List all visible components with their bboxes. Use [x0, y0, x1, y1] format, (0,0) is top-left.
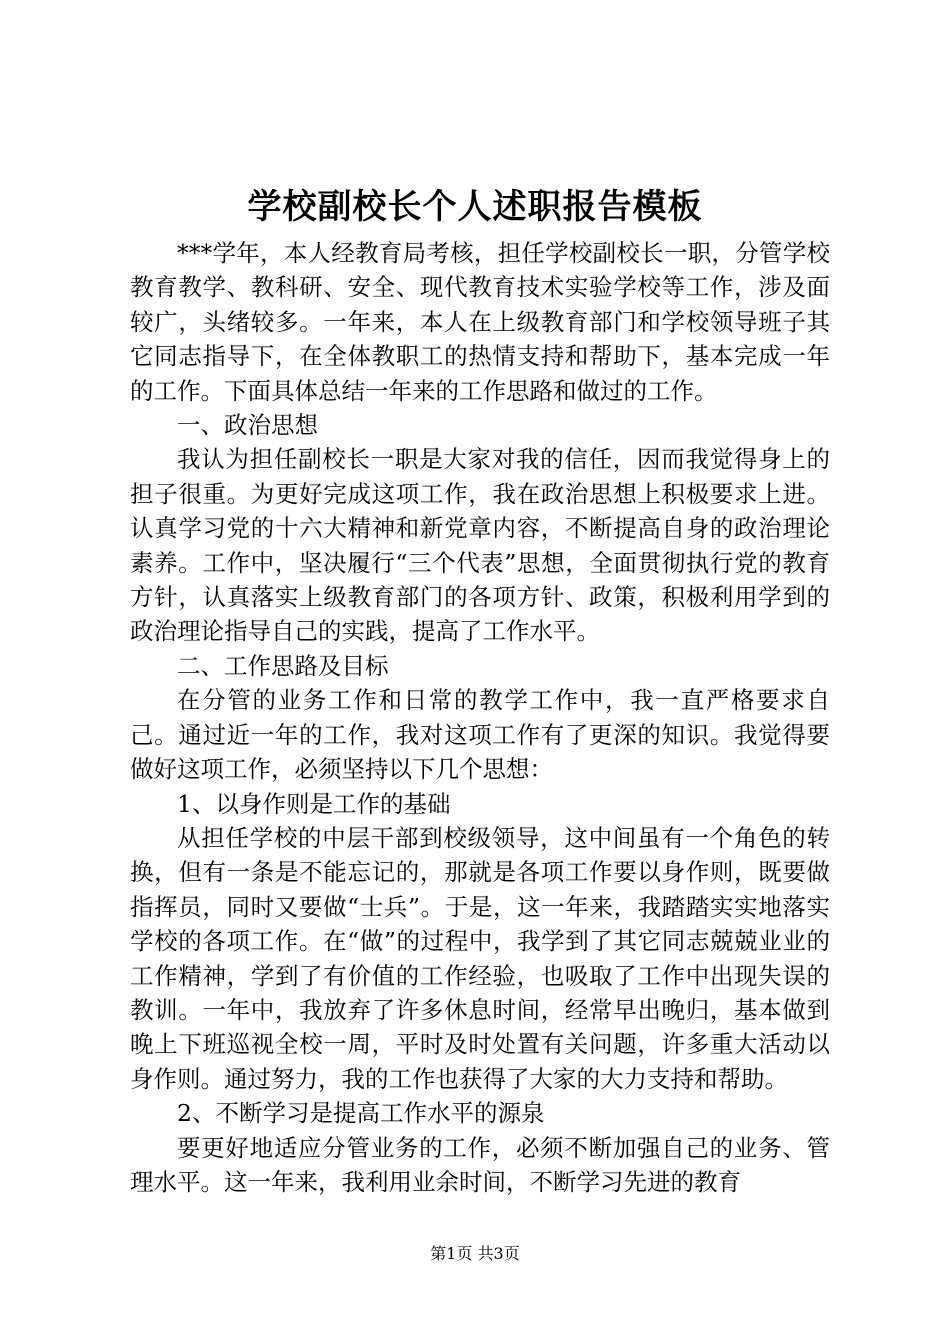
document-body [130, 236, 830, 1199]
subheading-continuous-learning: 2、不断学习是提高工作水平的源泉 [177, 1099, 545, 1128]
section-heading-work-ideas: 二、工作思路及目标 [177, 651, 389, 680]
work-ideas-paragraph: 在分管的业务工作和日常的教学工作中，我一直严格要求自己。通过近一年的工作，我对这项工作有了更深的知识。我觉得要做好这项工作，必须坚持以下几个思想： [130, 686, 830, 784]
subheading-lead-by-example: 1、以身作则是工作的基础 [177, 789, 451, 818]
lead-by-example-paragraph: 从担任学校的中层干部到校级领导，这中间虽有一个角色的转换，但有一条是不能忘记的，那就是各项工作要以身作则，既要做指挥员，同时又要做“士兵”。于是，这一年来，我踏踏实实地落实学校的各项工作。在“做”的过程中，我学到了其它同志兢兢业业的工作精神，学到了有价值的工作经验，也吸取了工作中出现失误的教训。一年中，我放弃了许多休息时间，经常早出晚归，基本做到晚上下班巡视全校一周，平时及时处置有关问题，许多重大活动以身作则。通过努力，我的工作也获得了大家的大力支持和帮助。 [130, 823, 830, 1093]
page-title: 学校副校长个人述职报告模板 [247, 187, 703, 227]
section-heading-politics: 一、政治思想 [177, 411, 318, 440]
intro-paragraph: ***学年，本人经教育局考核，担任学校副校长一职，分管学校教育教学、教科研、安全、现代教育技术实验学校等工作，涉及面较广，头绪较多。一年来，本人在上级教育部门和学校领导班子其它同志指导下，在全体教职工的热情支持和帮助下，基本完成一年的工作。下面具体总结一年来的工作思路和做过的工作。 [130, 239, 830, 405]
page-number-footer: 第1页 共3页 [430, 1244, 520, 1263]
politics-paragraph: 我认为担任副校长一职是大家对我的信任，因而我觉得身上的担子很重。为更好完成这项工作，我在政治思想上积极要求上进。认真学习党的十六大精神和新党章内容，不断提高自身的政治理论素养。工作中，坚决履行“三个代表”思想，全面贯彻执行党的教育方针，认真落实上级教育部门的各项方针、政策，积极利用学到的政治理论指导自己的实践，提高了工作水平。 [130, 445, 830, 646]
continuous-learning-paragraph: 要更好地适应分管业务的工作，必须不断加强自己的业务、管理水平。这一年来，我利用业余时间，不断学习先进的教育 [130, 1133, 830, 1196]
